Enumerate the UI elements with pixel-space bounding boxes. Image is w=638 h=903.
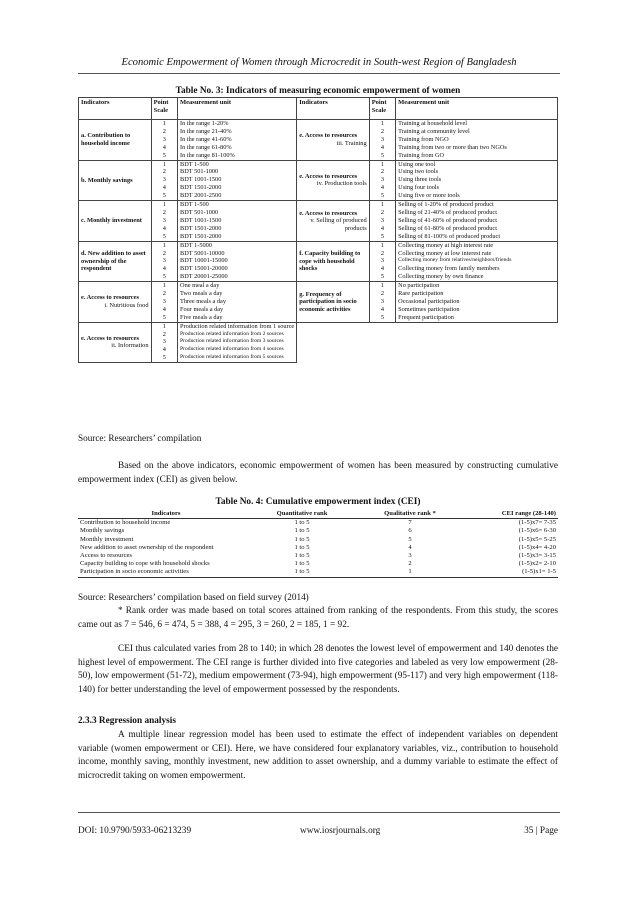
table4-header: Quantitative rank [254,510,350,519]
measurement-unit: Training from NGO [398,135,449,143]
measurement-unit: BDT 1501-2000 [180,224,222,232]
point-scale-value: 3 [380,135,384,143]
measurement-unit-cell [178,201,297,242]
measurement-unit-cell [178,160,297,201]
measurement-unit: Collecting money at high interest rate [398,241,494,249]
indicator-cell [79,120,152,161]
measurement-unit: BDT 501-1000 [180,168,219,176]
measurement-unit: Selling of 61-80% of produced product [398,224,497,232]
point-scale-value: 2 [162,330,166,338]
indicator-cell [297,241,370,282]
measurement-unit-cell [396,120,558,161]
measurement-unit: Selling of 1-20% of produced product [398,201,494,209]
table3-row [79,322,558,363]
table4-cell: Contribution to household income [80,519,171,527]
measurement-unit: BDT 1-500 [180,201,209,209]
paragraph-cei-range: CEI thus calculated varies from 28 to 140; in which 28 denotes the lowest level of empowerment and 140 denotes the highest level of empowerment. The CEI range is further divided into five categories and labeled as very low empowerment (28-50), low empowerment (51-72), medium empowerment (73-94), high empowerment (95-117) and very high empowerment (118-140) for better understanding the level of empowerment possessed by the respondents. [78,644,558,695]
point-scale-value: 5 [380,273,384,281]
measurement-unit: Using four tools [398,184,440,192]
point-scale-cell [369,120,395,161]
table4-cell: 7 [408,519,412,527]
indicator-label: g. Frequency of participation in socio economic activities [299,290,357,313]
point-scale-value: 1 [380,120,384,127]
point-scale-value: 3 [162,338,166,346]
table4-cell: 6 [408,527,412,535]
table4-cell: 1 to 5 [294,543,310,551]
indicator-cell [79,160,152,201]
indicator-label: b. Monthly savings [81,176,133,184]
indicator-label: a. Contribution to household income [81,132,131,147]
table4-cell: New addition to asset ownership of the respondent [80,543,214,551]
point-scale-value: 5 [162,232,166,240]
measurement-unit: One meal a day [180,282,220,290]
measurement-unit: BDT 501-1000 [180,208,219,216]
measurement-unit: Occasional participation [398,297,460,305]
point-scale-value: 3 [162,257,166,265]
table4-cell: Monthly savings [80,527,125,535]
point-scale-value: 4 [162,346,166,354]
paragraph-regression: A multiple linear regression model has been used to estimate the effect of independent variables on dependent variable (women empowerment or CEI). Here, we have considered four explanatory variables, viz., contribution to household income, monthly saving, monthly investment, new addition to asset ownership, and a dummy variable to estimate the effect of microcredit taking on women empowerment. [78,730,558,781]
point-scale-cell [151,160,177,201]
point-scale-value: 2 [162,290,166,298]
point-scale-value: 5 [162,192,166,200]
table4-cell: 1 to 5 [294,552,310,560]
point-scale-value: 1 [162,120,166,127]
table4-cell: 4 [408,543,412,551]
table4-header: CEI range (28-140) [470,510,558,519]
table3-row [79,282,558,323]
measurement-unit-cell [396,201,558,242]
paragraph-intro-cei: Based on the above indicators, economic empowerment of women has been measured by constructing cumulative empowerment index (CEI) as given below. [78,461,558,485]
table4-cell: Monthly investment [80,535,134,543]
table4-cell: Participation in socio economic activities [78,568,254,577]
point-scale-value: 2 [162,208,166,216]
point-scale-value: 2 [162,168,166,176]
table4-cell: (1-5)x1= 1-5 [470,568,558,577]
measurement-unit: BDT 1-500 [180,160,209,168]
point-scale-value: 5 [380,151,384,159]
measurement-unit-cell [396,241,558,282]
table4-note: * Rank order was made based on total scores attained from ranking of the respondents. From this study, the scores came out as 7 = 546, 6 = 474, 5 = 388, 4 = 295, 3 = 260, 2 = 185, 1 = 92. [78,606,558,630]
table4-header: Qualitative rank * [350,510,470,519]
table3-row [79,201,558,242]
section-heading: 2.3.3 Regression analysis [78,716,176,726]
point-scale-value: 4 [162,305,166,313]
point-scale-value: 5 [380,192,384,200]
table4 [78,510,558,578]
table3-header: Measurement unit [396,98,558,120]
measurement-unit: Three meals a day [180,297,226,305]
measurement-unit: Training at community level [398,127,470,135]
table4-cell: 1 to 5 [294,527,310,535]
table4-row [78,519,558,528]
footer-doi: DOI: 10.9790/5933-06213239 [78,826,192,836]
point-scale-value: 4 [380,265,384,273]
empty-cell [297,322,558,363]
table4-cell: 3 [408,552,412,560]
measurement-unit: BDT 1-5000 [180,241,212,249]
point-scale-value: 2 [380,168,384,176]
footer-site: www.iosrjournals.org [300,826,381,836]
indicator-cell [79,282,152,323]
point-scale-value: 3 [380,297,384,305]
measurement-unit: Selling of 81-100% of produced product [398,232,501,240]
point-scale-value: 2 [380,249,384,257]
measurement-unit: Training at household level [398,120,467,127]
table3-header: Point Scale [151,98,177,120]
point-scale-value: 4 [162,143,166,151]
point-scale-value: 1 [380,201,384,209]
table4-cell: (1-5)x2= 2-10 [518,560,556,568]
measurement-unit-cell [178,322,297,363]
point-scale-value: 1 [380,241,384,249]
indicator-cell [79,201,152,242]
table3-row [79,241,558,282]
measurement-unit: Two meals a day [180,290,223,298]
measurement-unit: Production related information from 4 sources [180,346,284,353]
point-scale-cell [151,282,177,323]
indicator-cell [297,282,370,323]
indicator-label: d. New addition to asset ownership of the respondent [81,250,146,273]
measurement-unit-cell [178,282,297,323]
point-scale-value: 3 [380,216,384,224]
table4-header-row [78,510,558,519]
point-scale-value: 5 [380,313,384,321]
running-header: Economic Empowerment of Women through Microcredit in South-west Region of Bangladesh [121,57,517,68]
table3-source: Source: Researchers’ compilation [78,433,202,443]
point-scale-value: 5 [162,313,166,321]
table3 [78,97,558,363]
table4-row [78,544,558,552]
table3-header: Point Scale [369,98,395,120]
indicator-sublabel: v. Selling of produced products [310,217,367,232]
point-scale-cell [369,201,395,242]
measurement-unit: BDT 1001-1500 [180,176,222,184]
point-scale-value: 2 [162,249,166,257]
point-scale-value: 2 [162,127,166,135]
point-scale-cell [369,282,395,323]
point-scale-value: 5 [162,151,166,159]
point-scale-value: 4 [162,265,166,273]
table4-cell: (1-5)x7= 7-35 [518,519,556,527]
point-scale-value: 2 [380,290,384,298]
measurement-unit: Sometimes participation [398,305,460,313]
point-scale-value: 2 [380,127,384,135]
measurement-unit: Production related information from 2 sources [180,330,284,337]
measurement-unit: BDT 5001-10000 [180,249,225,257]
indicator-sublabel: ii. Information [111,342,149,350]
table3-row [79,120,558,161]
measurement-unit: BDT 1001-1500 [180,216,222,224]
table4-cell: (1-5)x4= 4-20 [518,543,556,551]
table4-header: Indicators [78,510,254,519]
measurement-unit: Collecting money from relatives/neighbors/friends [398,257,512,264]
indicator-label: e. Access to resources [81,335,139,343]
footer-rule [78,812,560,813]
indicator-cell [79,241,152,282]
table4-source: Source: Researchers’ compilation based on field survey (2014) [78,592,309,602]
indicator-label: c. Monthly investment [81,217,142,225]
indicator-cell [297,201,370,242]
measurement-unit: Collecting money at low interest rate [398,249,492,257]
table4-cell: 1 to 5 [294,560,310,568]
table4-cell: 1 to 5 [294,519,310,527]
table3-header: Indicators [79,98,152,120]
point-scale-cell [369,160,395,201]
indicator-label: e. Access to resources [299,132,358,140]
measurement-unit: BDT 2001-2500 [180,192,222,200]
table4-cell: 2 [408,560,412,568]
point-scale-value: 4 [162,184,166,192]
indicator-label: e. Access to resources [299,172,358,180]
indicator-sublabel: iv. Production tools [316,180,367,188]
measurement-unit: Production related information from 1 source [180,322,295,330]
measurement-unit-cell [396,160,558,201]
indicator-label: e. Access to resources [81,294,139,302]
table4-row [78,536,558,544]
measurement-unit: BDT 20001-25000 [180,273,228,281]
measurement-unit: Five meals a day [180,313,223,321]
measurement-unit: In the range 1-20% [180,120,229,127]
point-scale-cell [151,322,177,363]
indicator-cell [297,160,370,201]
measurement-unit-cell [396,282,558,323]
measurement-unit: Four meals a day [180,305,224,313]
measurement-unit: Collecting money by own finance [398,273,484,281]
point-scale-value: 4 [380,305,384,313]
table4-cell: 5 [408,535,412,543]
measurement-unit: BDT 10001-15000 [180,257,228,265]
point-scale-value: 5 [380,232,384,240]
table4-cell: (1-5)x6= 6-30 [518,527,556,535]
measurement-unit: BDT 15001-20000 [180,265,228,273]
point-scale-value: 1 [380,160,384,168]
footer-page: 35 | Page [524,826,558,836]
point-scale-value: 4 [380,143,384,151]
measurement-unit: In the range 61-80% [180,143,232,151]
point-scale-value: 1 [162,160,166,168]
point-scale-value: 5 [162,273,166,281]
table4-cell: (1-5)x3= 3-15 [518,552,556,560]
measurement-unit: No participation [398,282,440,290]
measurement-unit: Selling of 21-40% of produced product [398,208,497,216]
table4-row [78,568,558,577]
measurement-unit: In the range 81-100% [180,151,235,159]
measurement-unit: In the range 41-60% [180,135,232,143]
measurement-unit: Using two tools [398,168,439,176]
indicator-label: f. Capacity building to cope with household shocks [299,250,361,273]
point-scale-value: 1 [380,282,384,290]
table4-row [78,560,558,568]
measurement-unit: Collecting money from family members [398,265,500,273]
measurement-unit-cell [178,241,297,282]
measurement-unit: BDT 1501-2000 [180,184,222,192]
measurement-unit: Production related information from 5 sources [180,354,284,361]
measurement-unit: Training from two or more than two NGOs [398,143,507,151]
point-scale-value: 3 [162,135,166,143]
point-scale-value: 3 [380,257,384,265]
point-scale-value: 3 [162,216,166,224]
table4-cell: Access to resources [80,552,132,560]
indicator-label: e. Access to resources [299,209,358,217]
point-scale-value: 1 [162,201,166,209]
point-scale-cell [151,241,177,282]
indicator-cell [79,322,152,363]
measurement-unit: Production related information from 3 sources [180,338,284,345]
table4-cell: 1 to 5 [254,568,350,577]
measurement-unit: Training from GO [398,151,445,159]
table4-caption: Table No. 4: Cumulative empowerment index (CEI) [215,497,421,507]
table4-cell: Capacity building to cope with household shocks [80,560,210,568]
measurement-unit: Using three tools [398,176,442,184]
measurement-unit: Selling of 41-60% of produced product [398,216,497,224]
point-scale-value: 4 [162,224,166,232]
table4-cell: (1-5)x5= 5-25 [518,535,556,543]
header-rule [78,73,560,74]
measurement-unit: Using one tool [398,160,436,168]
table4-cell: 1 [350,568,470,577]
point-scale-value: 3 [380,176,384,184]
table4-row [78,552,558,560]
indicator-sublabel: i. Nutritious food [104,301,149,309]
table3-header: Indicators [297,98,370,120]
measurement-unit: Frequent participation [398,313,454,321]
point-scale-value: 1 [162,282,166,290]
indicator-sublabel: iii. Training [336,139,367,147]
table3-header-row [79,98,558,120]
measurement-unit: Rare participation [398,290,444,298]
point-scale-value: 2 [380,208,384,216]
table3-caption: Table No. 3: Indicators of measuring economic empowerment of women [175,86,461,96]
point-scale-cell [151,201,177,242]
point-scale-value: 4 [380,224,384,232]
point-scale-cell [151,120,177,161]
measurement-unit: BDT 1501-2000 [180,232,222,240]
point-scale-value: 4 [380,184,384,192]
point-scale-cell [369,241,395,282]
measurement-unit-cell [178,120,297,161]
point-scale-value: 1 [162,322,166,330]
measurement-unit: Using five or more tools [398,192,460,200]
point-scale-value: 5 [162,354,166,362]
point-scale-value: 1 [162,241,166,249]
point-scale-value: 3 [162,176,166,184]
table3-row [79,160,558,201]
indicator-cell [297,120,370,161]
table4-cell: 1 to 5 [294,535,310,543]
point-scale-value: 3 [162,297,166,305]
table4-row [78,527,558,535]
table3-header: Measurement unit [178,98,297,120]
measurement-unit: In the range 21-40% [180,127,232,135]
